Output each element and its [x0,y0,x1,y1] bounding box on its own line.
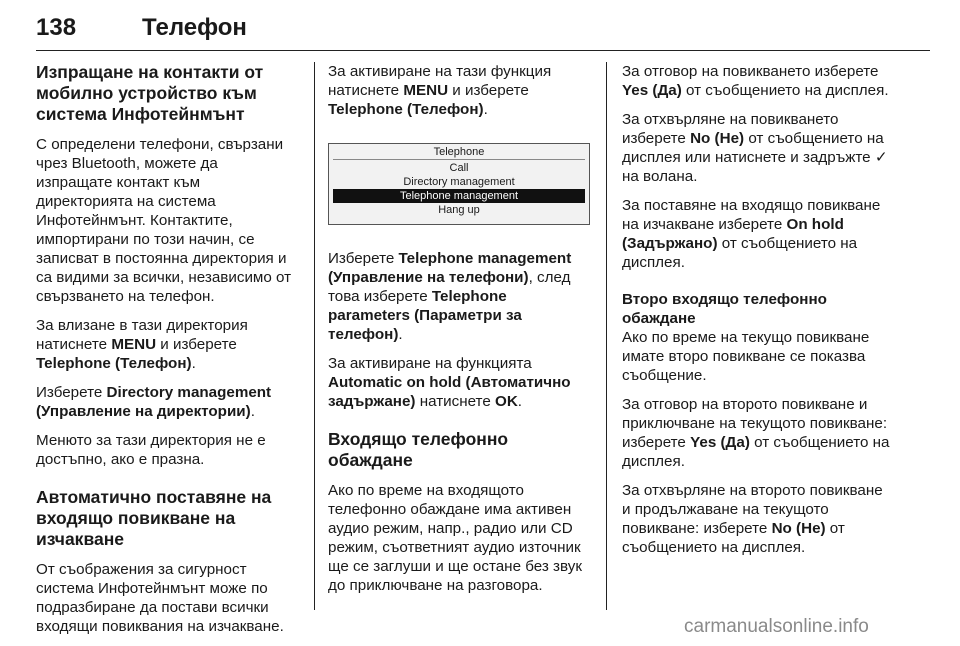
paragraph-send-contacts: С определени телефони, свързани чрез Bluetooth, можете да изпращате контакт към директорията на система Инфотейнмънт. Контактите, импортирани по този начин, се записват в постоянна директория и са видими за всички, независимо от свързването на телефон. [36,136,292,305]
page-title: Телефон [142,14,247,41]
paragraph-incoming-call: Ако по време на входящото телефонно обаждане има активен аудио режим, напр., радио или CD режим, съответният аудио източник ще се заглуши и ще остане без звук до приключване на разговора. [328,482,582,594]
paragraph-auto-hold: От съображения за сигурност система Инфотейнмънт може по подразбиране да постави всички входящи повиквания на изчакване. [36,561,284,635]
paragraph-telephone-management: Изберете Telephone management (Управление на телефони), след това изберете Telephone parameters (Параметри за телефон). [328,250,572,343]
paragraph-directory-management: Изберете Directory management (Управление на директории). [36,384,272,420]
checkmark-icon: ✓ [874,149,888,166]
column-2 [328,62,590,605]
heading-send-contacts: Изпращане на контакти от мобилно устройство към система Инфотейнмънт [36,62,264,124]
menu-item-telephone-management: Telephone management [333,189,585,203]
paragraph-open-directory: За влизане в тази директория натиснете MENU и изберете Telephone (Телефон). [36,317,248,372]
telephone-menu-screenshot [328,143,590,225]
page-header [36,12,930,51]
menu-item-hang-up: Hang up [438,204,480,216]
menu-item-call: Call [449,162,469,174]
heading-incoming-call: Входящо телефонно обаждане [328,429,509,470]
menu-title: Telephone [333,145,585,160]
heading-second-call: Второ входящо телефонно обаждане [622,291,827,327]
paragraph-reject-call: За отхвърляне на повикването изберете No (Не) от съобщението на дисплея или натиснете и задръжте ✓ на волана. [622,111,888,185]
column-divider-2 [606,62,607,610]
heading-auto-hold: Автоматично поставяне на входящо повикване на изчакване [36,487,272,549]
menu-item-directory-management: Directory management [403,176,515,188]
page-number: 138 [36,14,77,41]
paragraph-automatic-hold: За активиране на функцията Automatic on hold (Автоматично задържане) натиснете OK. [328,355,571,410]
paragraph-empty-directory: Менюто за тази директория не е достъпно, ако е празна. [36,432,266,468]
paragraph-hold-call: За поставяне на входящо повикване на изчакване изберете On hold (Задържано) от съобщението на дисплея. [622,197,881,271]
paragraph-answer-call: За отговор на повикването изберете Yes (Да) от съобщението на дисплея. [622,63,889,99]
paragraph-reject-second-call: За отхвърляне на второто повикване и продължаване на текущото повикване: изберете No (Не) от съобщението на дисплея. [622,482,883,556]
column-3 [622,62,892,567]
menu-button-label: MENU [111,336,157,353]
paragraph-activate-function: За активиране на тази функция натиснете MENU и изберете Telephone (Телефон). [328,63,552,118]
paragraph-answer-second-call: За отговор на второто повикване и приключване на текущото повикване: изберете Yes (Да) от съобщението на дисплея. [622,396,890,470]
column-1 [36,62,298,646]
column-divider-1 [314,62,315,610]
watermark: carmanualsonline.info [684,616,869,637]
paragraph-second-call: Ако по време на текущо повикване имате второ повикване се показва съобщение. [622,329,870,384]
